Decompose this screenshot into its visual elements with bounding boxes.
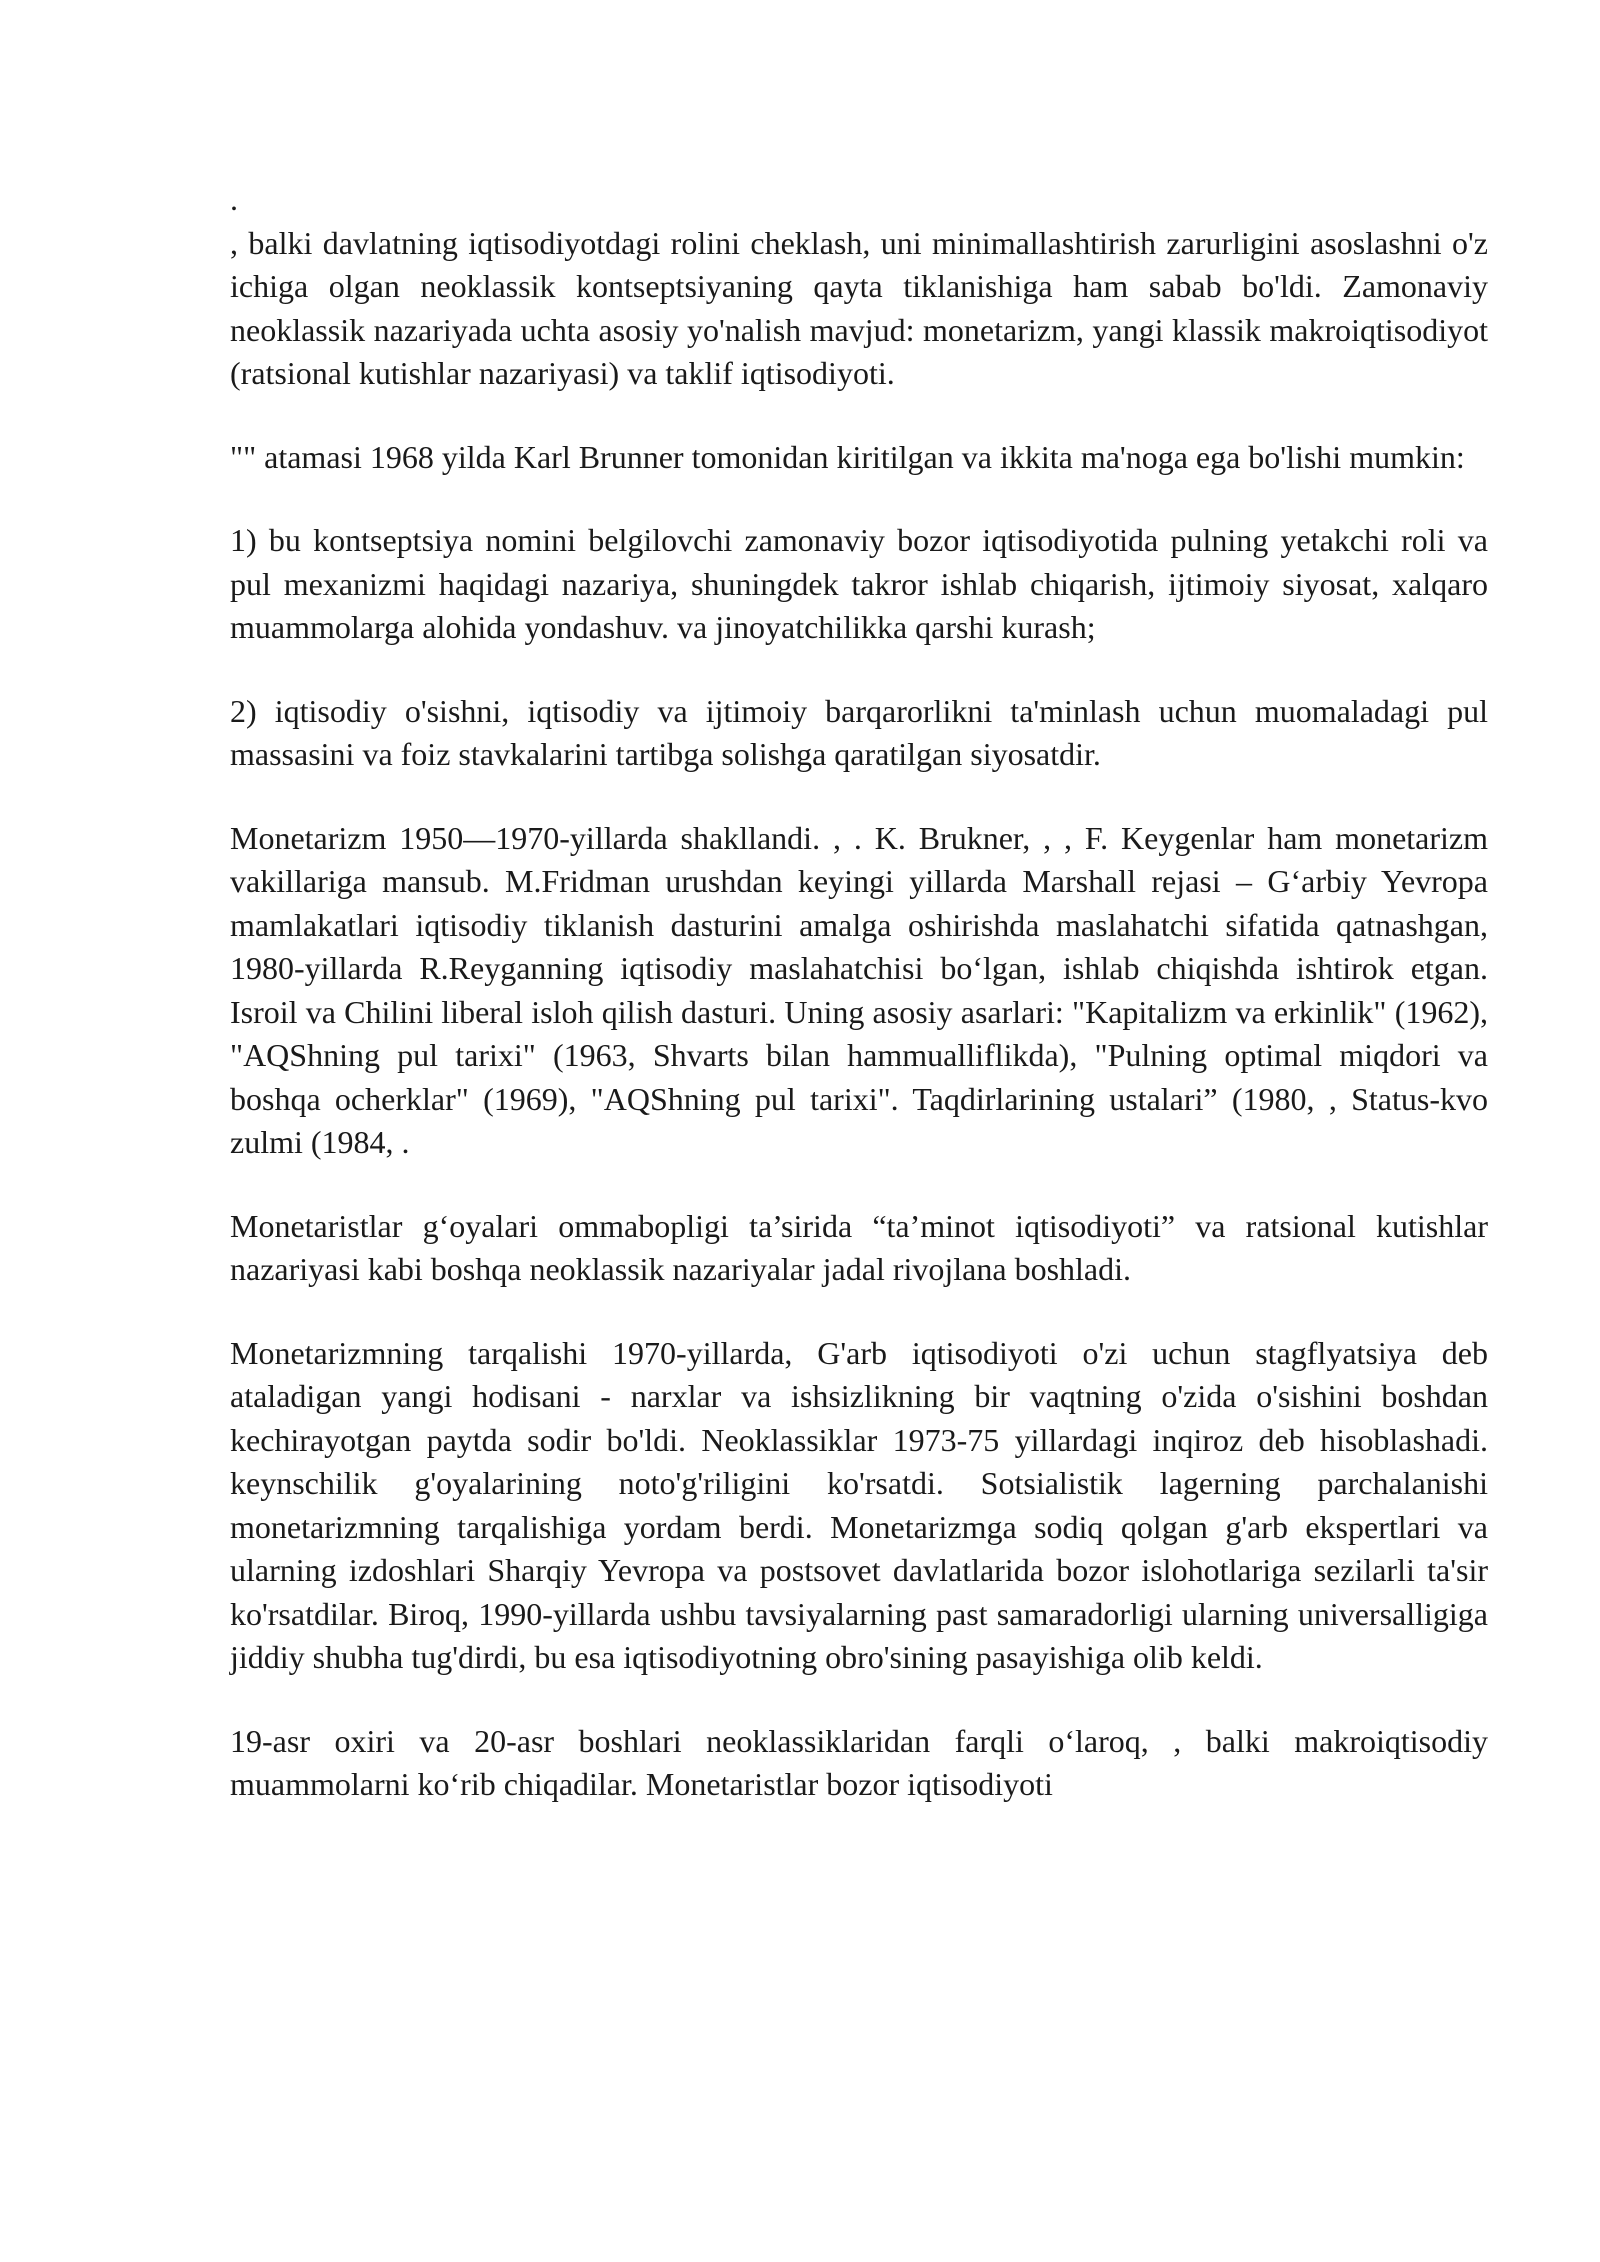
- paragraph-meaning-2: 2) iqtisodiy o'sishni, iqtisodiy va ijtimoiy barqarorlikni ta'minlash uchun muomaladagi pul massasini va foiz stavkalarini tartibga solishga qaratilgan siyosatdir.: [230, 692, 1488, 772]
- document-body: [230, 178, 1488, 1807]
- paragraph-macro-problems: 19-asr oxiri va 20-asr boshlari neoklassiklaridan farqli o‘laroq, , balki makroiqtisodiy muammolarni ko‘rib chiqadilar. Monetaristlar bozor iqtisodiyoti: [230, 1722, 1488, 1802]
- paragraph-neoclassical-revival: , balki davlatning iqtisodiyotdagi rolini cheklash, uni minimallashtirish zarurligini asoslashni o'z ichiga olgan neoklassik kontseptsiyaning qayta tiklanishiga ham sabab bo'ldi. Zamonaviy neoklassik nazariyada uchta asosiy yo'nalish mavjud: monetarizm, yangi klassik makroiqtisodiyot (ratsional kutishlar nazariyasi) va taklif iqtisodiyoti.: [230, 224, 1488, 391]
- paragraph-monetarist-influence: Monetaristlar g‘oyalari ommabopligi ta’sirida “ta’minot iqtisodiyoti” va ratsional kutishlar nazariyasi kabi boshqa neoklassik nazariyalar jadal rivojlana boshladi.: [230, 1207, 1488, 1287]
- paragraph-monetarism-history: Monetarizm 1950—1970-yillarda shakllandi. , . K. Brukner, , , F. Keygenlar ham monetarizm vakillariga mansub. M.Fridman urushdan keyingi yillarda Marshall rejasi – G‘arbiy Yevropa mamlakatlari iqtisodiy tiklanish dasturini amalga oshirishda maslahatchi sifatida qatnashgan, 1980-yillarda R.Reyganning iqtisodiy maslahatchisi bo‘lgan, ishlab chiqishda ishtirok etgan. Isroil va Chilini liberal isloh qilish dasturi. Uning asosiy asarlari: "Kapitalizm va erkinlik" (1962), "AQShning pul tarixi" (1963, Shvarts bilan hammualliflikda), "Pulning optimal miqdori va boshqa ocherklar" (1969), "AQShning pul tarixi". Taqdirlarining ustalari” (1980, , Status-kvo zulmi (1984, .: [230, 819, 1488, 1160]
- paragraph-monetarism-spread: Monetarizmning tarqalishi 1970-yillarda, G'arb iqtisodiyoti o'zi uchun stagflyatsiya deb ataladigan yangi hodisani - narxlar va ishsizlikning bir vaqtning o'zida o'sishini boshdan kechirayotgan paytda sodir bo'ldi. Neoklassiklar 1973-75 yillardagi inqiroz deb hisoblashadi. keynschilik g'oyalarining noto'g'riligini ko'rsatdi. Sotsialistik lagerning parchalanishi monetarizmning tarqalishiga yordam berdi. Monetarizmga sodiq qolgan g'arb ekspertlari va ularning izdoshlari Sharqiy Yevropa va postsovet davlatlarida bozor islohotlariga sezilarli ta'sir ko'rsatdilar. Biroq, 1990-yillarda ushbu tavsiyalarning past samaradorligi ularning universalligiga jiddiy shubha tug'dirdi, bu esa iqtisodiyotning obro'sining pasayishiga olib keldi.: [230, 1334, 1488, 1675]
- paragraph-term-origin: "" atamasi 1968 yilda Karl Brunner tomonidan kiritilgan va ikkita ma'noga ega bo'lishi mumkin:: [230, 438, 1465, 475]
- paragraph-meaning-1: 1) bu kontseptsiya nomini belgilovchi zamonaviy bozor iqtisodiyotida pulning yetakchi roli va pul mexanizmi haqidagi nazariya, shuningdek takror ishlab chiqarish, ijtimoiy siyosat, xalqaro muammolarga alohida yondashuv. va jinoyatchilikka qarshi kurash;: [230, 522, 1488, 645]
- leading-mark: .: [230, 181, 238, 217]
